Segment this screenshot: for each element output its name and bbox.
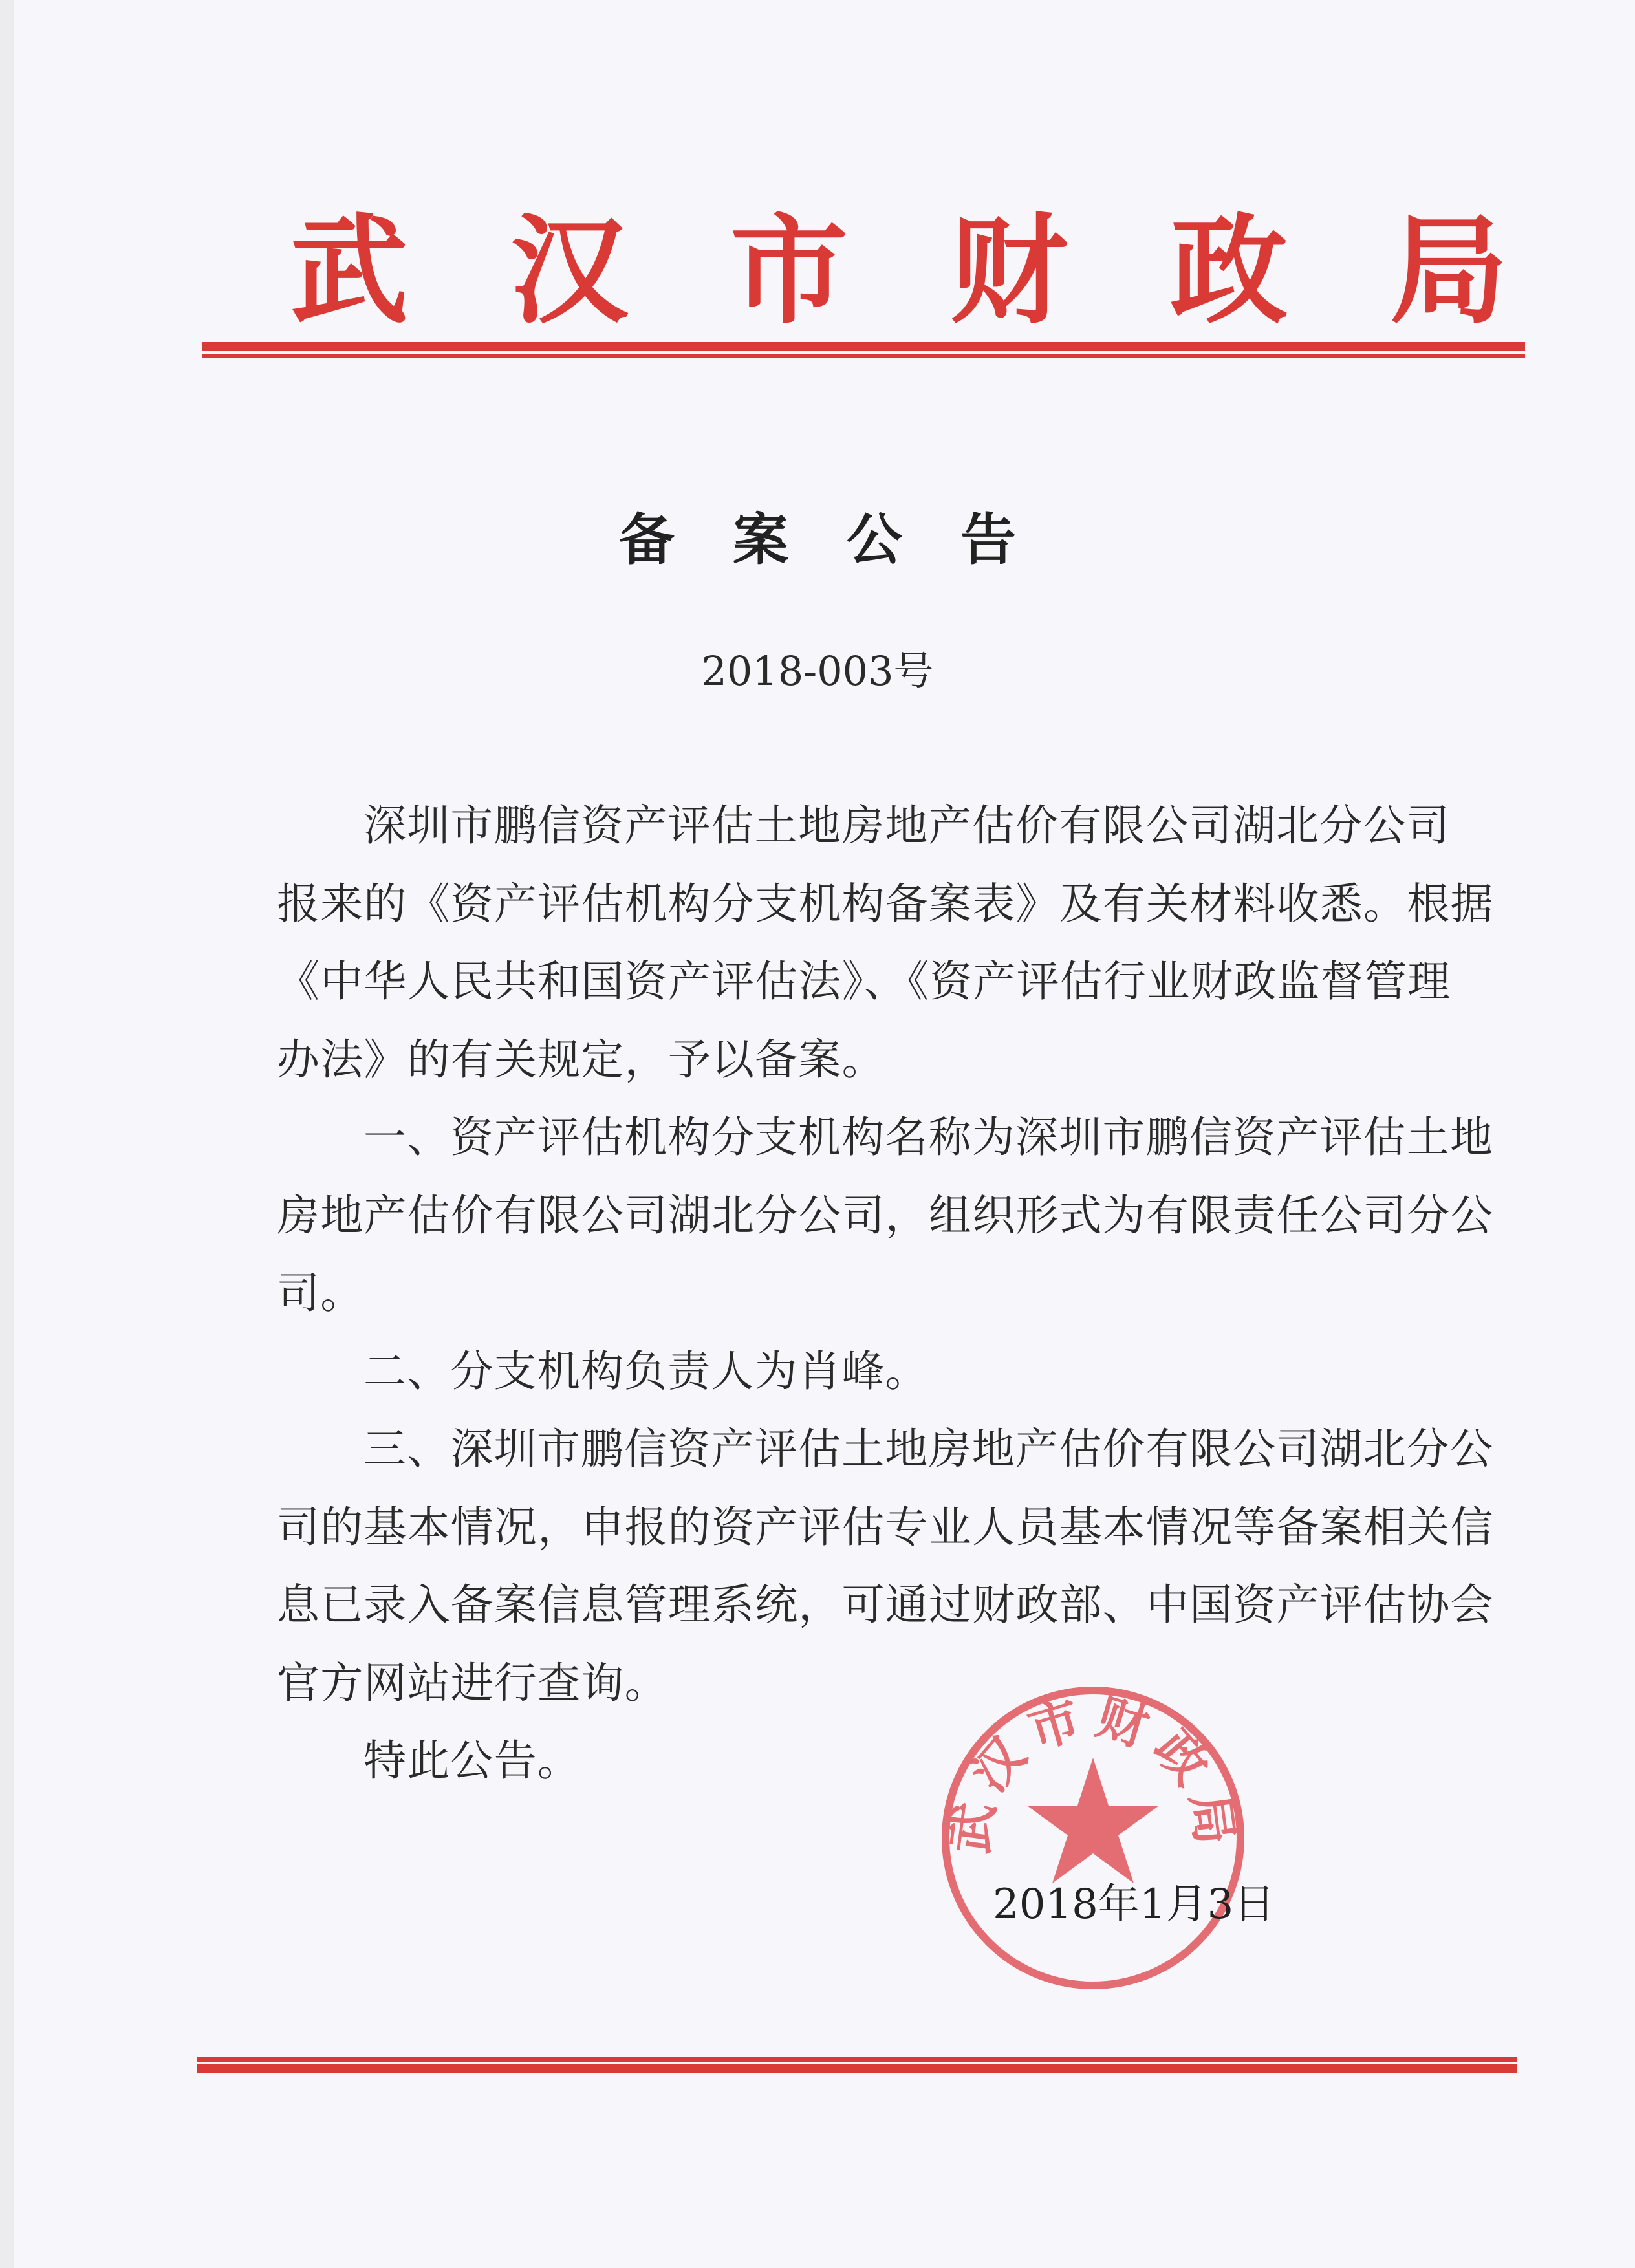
seal-text: 武汉市财政局 — [940, 1687, 1246, 1857]
document-body — [277, 797, 1494, 1810]
body-line: 司。 — [277, 1268, 364, 1318]
footer-rule-thick — [197, 2064, 1517, 2073]
header-rule-thick — [202, 342, 1525, 351]
body-line: 司的基本情况，申报的资产评估专业人员基本情况等备案相关信 — [277, 1502, 1494, 1552]
letterhead-char: 武 — [290, 201, 408, 340]
body-line: 特此公告。 — [363, 1736, 581, 1786]
letterhead-char: 财 — [950, 201, 1068, 340]
body-line: 息已录入备案信息管理系统，可通过财政部、中国资产评估协会 — [277, 1580, 1494, 1630]
letterhead-char: 政 — [1170, 201, 1288, 340]
document-date: 2018年1月3日 — [993, 1881, 1275, 1928]
letterhead-char: 汉 — [510, 201, 628, 340]
letterhead-title — [285, 201, 1513, 340]
paragraph-item-1 — [277, 1108, 1494, 1343]
body-line: 办法》的有关规定，予以备案。 — [277, 1034, 885, 1085]
footer-rule-thin — [197, 2057, 1517, 2062]
body-line: 二、分支机构负责人为肖峰。 — [363, 1346, 929, 1396]
letterhead-char: 局 — [1390, 201, 1508, 340]
document-title: 备案公告 — [619, 507, 1074, 572]
scan-edge — [0, 0, 14, 2268]
body-line: 三、深圳市鹏信资产评估土地房地产估价有限公司湖北分公 — [363, 1424, 1494, 1474]
paragraph-filing-receipt — [277, 797, 1494, 1108]
paragraph-item-3 — [277, 1420, 1494, 1732]
body-line: 《中华人民共和国资产评估法》、《资产评估行业财政监督管理 — [277, 956, 1451, 1006]
document-number: 2018-003号 — [701, 647, 934, 695]
body-line: 一、资产评估机构分支机构名称为深圳市鹏信资产评估土地 — [363, 1112, 1494, 1162]
paragraph-item-2 — [277, 1343, 1460, 1421]
star-icon — [1027, 1758, 1159, 1883]
body-line: 官方网站进行查询。 — [277, 1658, 668, 1708]
header-rule-thin — [202, 354, 1525, 358]
body-line: 报来的《资产评估机构分支机构备案表》及有关材料收悉。根据 — [277, 878, 1494, 929]
letterhead-char: 市 — [730, 201, 848, 340]
official-seal — [937, 1681, 1250, 1994]
body-line: 深圳市鹏信资产评估土地房地产估价有限公司湖北分公司 — [363, 801, 1450, 850]
paragraph-closing — [277, 1732, 1460, 1810]
body-line: 房地产估价有限公司湖北分公司，组织形式为有限责任公司分公 — [277, 1190, 1494, 1240]
